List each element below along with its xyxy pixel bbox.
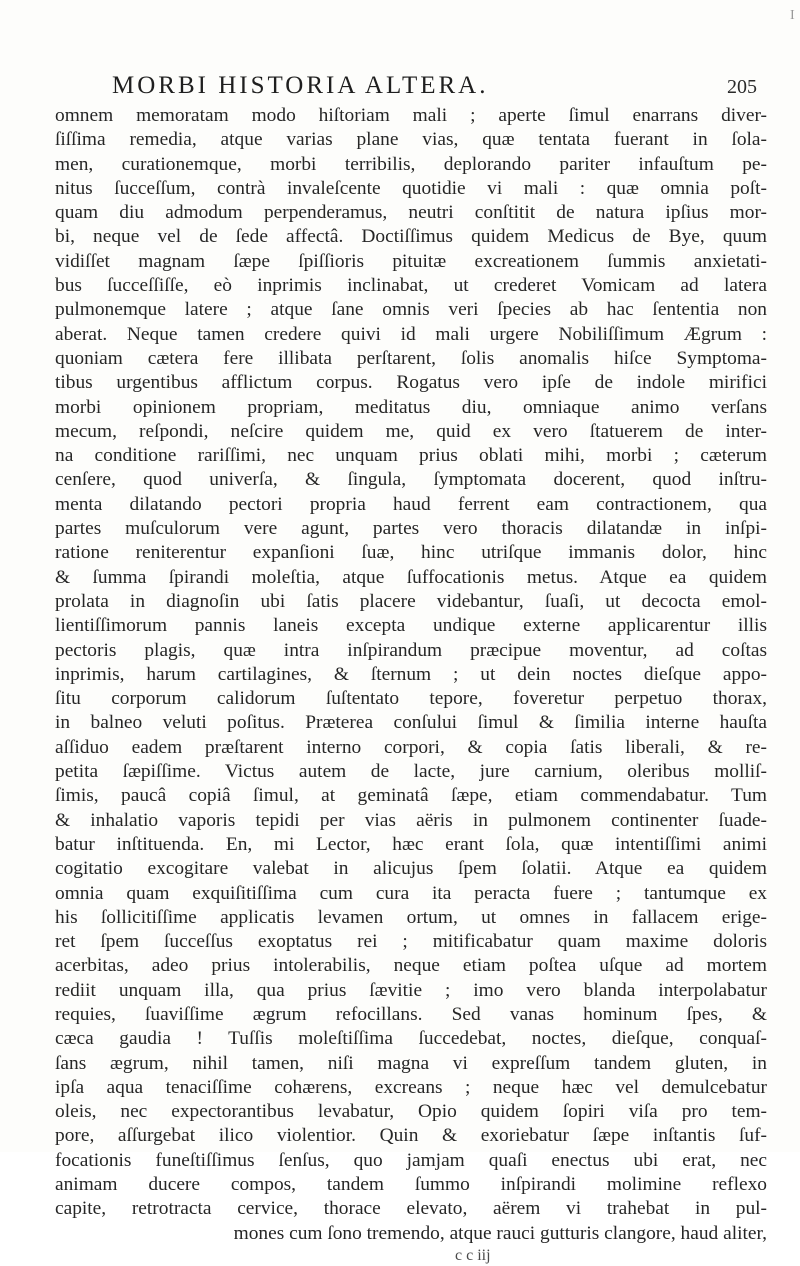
- text-line: aberat. Neque tamen credere quivi id mali urgere Nobiliſſimum Ægrum :: [55, 323, 767, 345]
- text-line: bi, neque vel de ſede affectâ. Doctiſſimus quidem Medicus de Bye, quum: [55, 226, 767, 248]
- text-line: ſitu corporum calidorum ſuſtentato tepore, foveretur perpetuo thorax,: [55, 688, 767, 710]
- text-line: ſans ægrum, nihil tamen, niſi magna vi expreſſum tandem gluten, in: [55, 1052, 767, 1074]
- text-line: & inhalatio vaporis tepidi per vias aëris in pulmonem continenter ſuade-: [55, 809, 767, 831]
- text-line: ſiſſima remedia, atque varias plane vias, quæ tentata fuerant in ſola-: [55, 129, 767, 151]
- text-line: menta dilatando pectori propria haud ferrent eam contractionem, qua: [55, 493, 767, 515]
- text-line: quoniam cætera fere illibata perſtarent, ſolis anomalis hiſce Symptoma-: [55, 347, 767, 369]
- text-line: batur inſtituenda. En, mi Lector, hæc erant ſola, quæ intentiſſimi animi: [55, 833, 767, 855]
- text-line: ratione reniterentur expanſioni ſuæ, hinc utriſque immanis dolor, hinc: [55, 542, 767, 564]
- text-line: his ſollicitiſſime applicatis levamen ortum, ut omnes in fallacem erige-: [55, 906, 767, 928]
- text-line: mecum, reſpondi, neſcire quidem me, quid ex vero ſtatuerem de inter-: [55, 420, 767, 442]
- text-line: quam diu admodum perpenderamus, neutri conſtitit de natura ipſius mor-: [55, 202, 767, 224]
- text-line: nitus ſucceſſum, contrà invaleſcente quotidie vi mali : quæ omnia poſt-: [55, 177, 767, 199]
- text-line: prolata in diagnoſin ubi ſatis placere videbantur, ſuaſi, ut decocta emol-: [55, 590, 767, 612]
- text-line: rediit unquam illa, qua prius ſævitie ; imo vero blanda interpolabatur: [55, 979, 767, 1001]
- text-line: capite, retrotracta cervice, thorace elevato, aërem vi trahebat in pul-: [55, 1198, 767, 1220]
- page-number: 205: [727, 76, 757, 98]
- text-line: & ſumma ſpirandi moleſtia, atque ſuffocationis metus. Atque ea quidem: [55, 566, 767, 588]
- corner-mark: I: [790, 8, 795, 23]
- text-line: ſimis, paucâ copiâ ſimul, at geminatâ ſæpe, etiam commendabatur. Tum: [55, 785, 767, 807]
- signature-mark: c c iij: [455, 1246, 491, 1264]
- text-line: tibus urgentibus afflictum corpus. Rogatus vero ipſe de indole mirifici: [55, 372, 767, 394]
- text-line: pectoris plagis, quæ intra inſpirandum præcipue moventur, ad coſtas: [55, 639, 767, 661]
- body-text: [55, 104, 767, 1266]
- text-line: mones cum ſono tremendo, atque rauci gutturis clangore, haud aliter,: [233, 1222, 767, 1244]
- text-line: cenſere, quod univerſa, & ſingula, ſymptomata docerent, quod inſtru-: [55, 469, 767, 491]
- text-line: oleis, nec expectorantibus levabatur, Opio quidem ſopiri viſa pro tem-: [55, 1101, 767, 1123]
- text-line: partes muſculorum vere agunt, partes vero thoracis dilatandæ in inſpi-: [55, 518, 767, 540]
- text-line: bus ſucceſſiſſe, eò inprimis inclinabat, ut crederet Vomicam ad latera: [55, 275, 767, 297]
- text-line: in balneo veluti poſitus. Præterea conſului ſimul & ſimilia interne hauſta: [55, 712, 767, 734]
- text-line: pore, aſſurgebat ilico violentior. Quin & exoriebatur ſæpe inſtantis ſuf-: [55, 1125, 767, 1147]
- text-line: ipſa aqua tenaciſſime cohærens, excreans ; neque hæc vel demulcebatur: [55, 1076, 767, 1098]
- text-line: morbi opinionem propriam, meditatus diu, omniaque animo verſans: [55, 396, 767, 418]
- text-line: na conditione rariſſimi, nec unquam prius oblati mihi, morbi ; cæterum: [55, 445, 767, 467]
- text-line: petita ſæpiſſime. Victus autem de lacte, jure carnium, oleribus molliſ-: [55, 761, 767, 783]
- text-line: inprimis, harum cartilagines, & ſternum ; ut dein noctes dieſque appo-: [55, 663, 767, 685]
- text-line: cogitatio excogitare valebat in alicujus ſpem ſolatii. Atque ea quidem: [55, 858, 767, 880]
- text-line: omnem memoratam modo hiſtoriam mali ; aperte ſimul enarrans diver-: [55, 105, 767, 126]
- text-line: men, curationemque, morbi terribilis, deplorando pariter infauſtum pe-: [55, 153, 767, 175]
- running-title: MORBI HISTORIA ALTERA.: [112, 72, 489, 99]
- text-line: aſſiduo eadem præſtarent interno corpori, & copia ſatis liberali, & re-: [55, 736, 767, 758]
- text-line: vidiſſet magnam ſæpe ſpiſſioris pituitæ excreationem ſummis anxietati-: [55, 250, 767, 272]
- text-line: requies, ſuaviſſime ægrum refocillans. Sed vanas hominum ſpes, &: [55, 1003, 767, 1025]
- text-line: animam ducere compos, tandem ſummo inſpirandi molimine reflexo: [55, 1174, 767, 1196]
- text-line: ret ſpem ſucceſſus exoptatus rei ; mitificabatur quam maxime doloris: [55, 931, 767, 953]
- text-line: focationis funeſtiſſimus ſenſus, quo jamjam quaſi enectus ubi erat, nec: [55, 1149, 767, 1171]
- text-line: lientiſſimorum pannis laneis excepta undique externe applicarentur illis: [55, 615, 767, 637]
- text-line: omnia quam exquiſitiſſima cum cura ita peracta fuere ; tantumque ex: [55, 882, 767, 904]
- text-line: acerbitas, adeo prius intolerabilis, neque etiam poſtea uſque ad mortem: [55, 955, 767, 977]
- text-line: pulmonemque latere ; atque ſane omnis veri ſpecies ab hac ſententia non: [55, 299, 767, 321]
- text-line: cæca gaudia ! Tuſſis moleſtiſſima ſuccedebat, noctes, dieſque, conquaſ-: [55, 1028, 767, 1050]
